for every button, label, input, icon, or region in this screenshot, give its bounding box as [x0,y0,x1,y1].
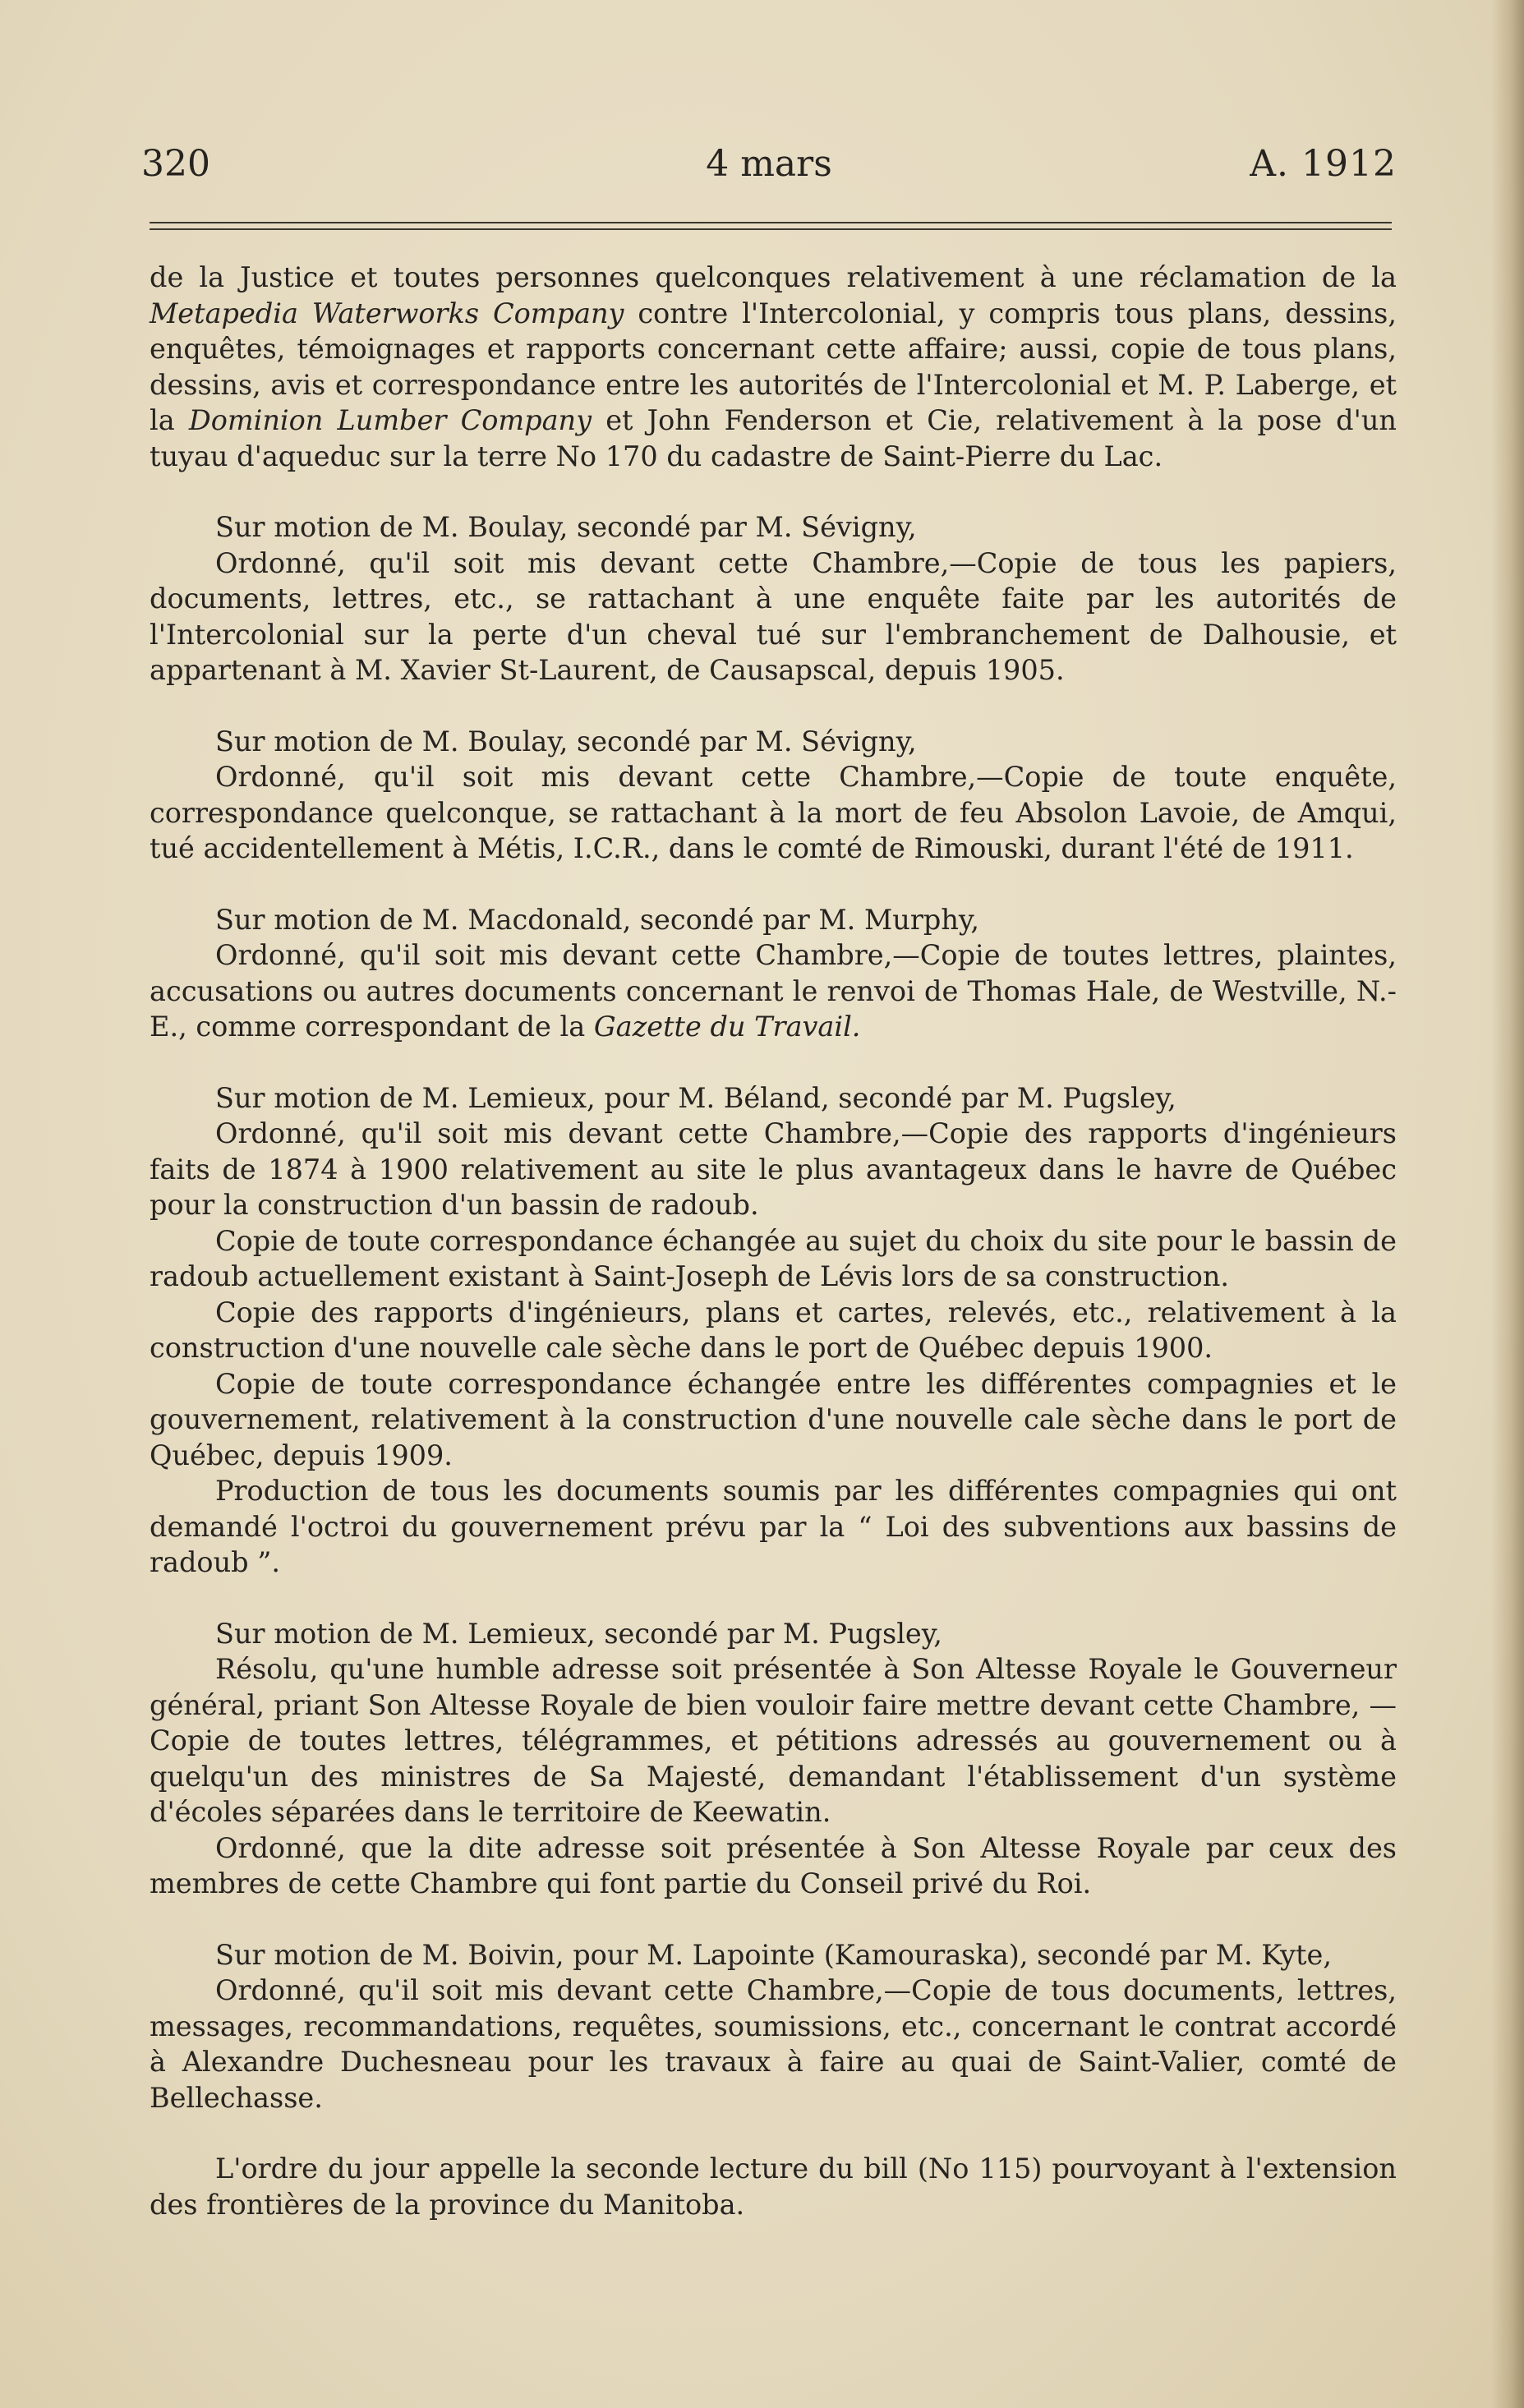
text-run: Sur motion de M. Lemieux, secondé par M. Pugsley, [215,1617,942,1650]
text-run: Sur motion de M. Boivin, pour M. Lapointe (Kamouraska), secondé par M. Kyte, [215,1938,1332,1971]
paragraph [150,1937,1397,1973]
text-run: contre l'Intercolonial, y compris tous plans, dessins, enquêtes, témoignages et rapports concernant cette affaire; aussi, copie de tous plans, dessins, avis et correspondance entre les autorités de l'Intercolonial et M. P. Laberge, et la [150,297,1397,436]
paragraph [150,1473,1397,1581]
paragraph [150,1616,1397,1652]
paragraph [150,546,1397,688]
paragraph [150,902,1397,938]
paragraph [150,260,1397,474]
text-run: Sur motion de M. Macdonald, secondé par M. Murphy, [215,903,980,936]
text-run: Copie des rapports d'ingénieurs, plans et cartes, relevés, etc., relativement à la construction d'une nouvelle cale sèche dans le port de Québec depuis 1900. [150,1296,1397,1364]
text-run: et John Fenderson et Cie, relativement à la pose d'un tuyau d'aqueduc sur la terre No 170 du cadastre de Saint-Pierre du Lac. [150,404,1397,472]
paragraph [150,1830,1397,1902]
header-year: A. 1912 [1250,143,1397,185]
text-run: Ordonné, qu'il soit mis devant cette Chambre,—Copie des rapports d'ingénieurs faits de 1874 à 1900 relativement au site le plus avantageux dans le havre de Québec pour la construction d'un bassin de radoub. [150,1117,1397,1221]
paragraph [150,1116,1397,1223]
text-run: Résolu, qu'une humble adresse soit présentée à Son Altesse Royale le Gouverneur général, priant Son Altesse Royale de bien vouloir faire mettre devant cette Chambre, —Copie de toutes lettres, télégrammes, et pétitions adressés au gouvernement ou à quelqu'un des ministres de Sa Majesté, demandant l'établissement d'un système d'écoles séparées dans le territoire de Keewatin. [150,1653,1397,1828]
text-run: Copie de toute correspondance échangée au sujet du choix du site pour le bassin de radoub actuellement existant à Saint-Joseph de Lévis lors de sa construction. [150,1224,1397,1292]
header-rule-bottom [150,228,1392,230]
italic-text: Gazette du Travail. [593,1011,861,1043]
text-run: Copie de toute correspondance échangée entre les différentes compagnies et le gouvernement, relativement à la construction d'une nouvelle cale sèche dans le port de Québec, depuis 1909. [150,1367,1397,1471]
text-run: L'ordre du jour appelle la seconde lecture du bill (No 115) pourvoyant à l'extension des frontières de la province du Manitoba. [150,2152,1397,2221]
paragraph [150,937,1397,1045]
paragraph [150,759,1397,867]
italic-text: Dominion Lumber Company [188,404,592,436]
paragraph [150,509,1397,546]
text-run: Ordonné, qu'il soit mis devant cette Chambre,—Copie de toute enquête, correspondance quelconque, se rattachant à la mort de feu Absolon Lavoie, de Amqui, tué accidentellement à Métis, I.C.R., dans le comté de Rimouski, durant l'été de 1911. [150,761,1397,864]
paragraph [150,1651,1397,1830]
text-run: Sur motion de M. Boulay, secondé par M. Sévigny, [215,511,917,543]
paragraph [150,1295,1397,1366]
paragraph [150,724,1397,760]
paragraph [150,1080,1397,1117]
paragraph [150,1223,1397,1295]
page-body [150,260,1397,2222]
text-run: Ordonné, qu'il soit mis devant cette Chambre,—Copie de tous les papiers, documents, lettres, etc., se rattachant à une enquête faite par les autorités de l'Intercolonial sur la perte d'un cheval tué sur l'embranchement de Dalhousie, et appartenant à M. Xavier St-Laurent, de Causapscal, depuis 1905. [150,546,1397,686]
text-run: Sur motion de M. Boulay, secondé par M. Sévigny, [215,725,917,757]
italic-text: Metapedia Waterworks Company [150,297,624,329]
header-date: 4 mars [706,143,832,185]
paragraph [150,1366,1397,1474]
paragraph [150,2151,1397,2222]
text-run: Ordonné, qu'il soit mis devant cette Chambre,—Copie de toutes lettres, plaintes, accusations ou autres documents concernant le renvoi de Thomas Hale, de Westville, N.-E., comme correspondant de la [150,939,1397,1043]
text-run: Ordonné, qu'il soit mis devant cette Chambre,—Copie de tous documents, lettres, messages, recommandations, requêtes, soumissions, etc., concernant le contrat accordé à Alexandre Duchesneau pour les travaux à faire au quai de Saint-Valier, comté de Bellechasse. [150,1974,1397,2114]
page-header [141,140,1397,189]
text-run: Production de tous les documents soumis par les différentes compagnies qui ont demandé l'octroi du gouvernement prévu par la “ Loi des subventions aux bassins de radoub ”. [150,1475,1397,1578]
page-edge-shadow [1491,0,1524,2408]
text-run: Ordonné, que la dite adresse soit présentée à Son Altesse Royale par ceux des membres de cette Chambre qui font partie du Conseil privé du Roi. [150,1831,1397,1899]
text-run: de la Justice et toutes personnes quelconques relativement à une réclamation de la [150,261,1397,293]
text-run: Sur motion de M. Lemieux, pour M. Béland, secondé par M. Pugsley, [215,1081,1176,1114]
paragraph [150,1973,1397,2116]
page-number: 320 [141,143,210,185]
header-rule-top [150,222,1392,223]
